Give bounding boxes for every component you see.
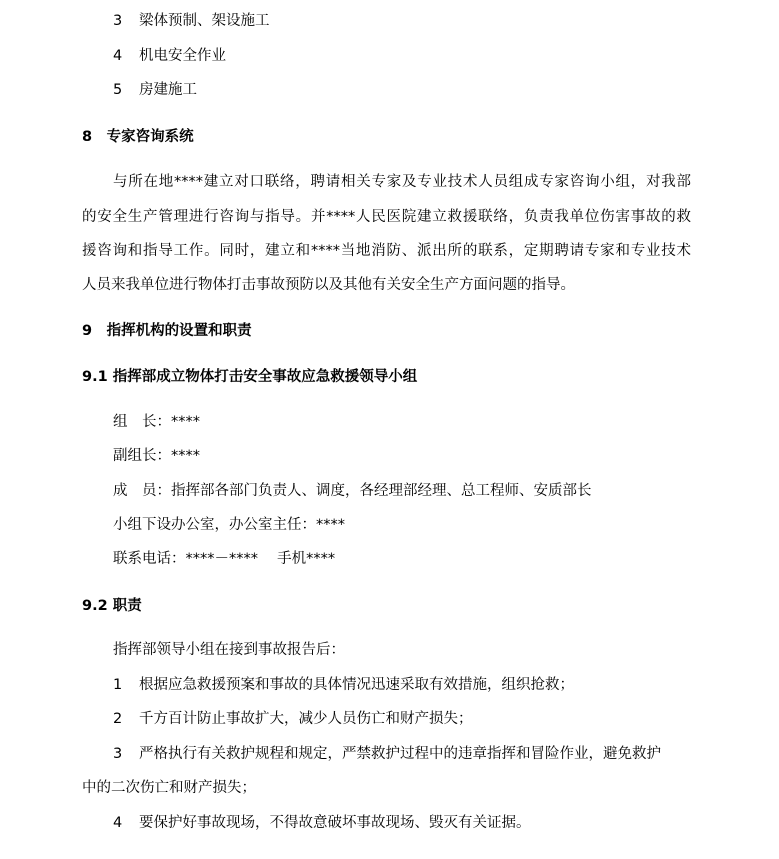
list-text: 梁体预制、架设施工 [139, 13, 270, 29]
section-9-heading: 9 指挥机构的设置和职责 [82, 323, 252, 339]
duty-text: 严格执行有关救护规程和规定，严禁救护过程中的违章指挥和冒险作业，避免救护 [139, 746, 661, 762]
duty-number: 4 [113, 815, 123, 831]
duty-text: 千方百计防止事故扩大，减少人员伤亡和财产损失； [139, 711, 473, 727]
duties-intro: 指挥部领导小组在接到事故报告后： [113, 642, 345, 658]
list-number: 4 [113, 48, 123, 64]
deputy-leader: 副组长：**** [113, 448, 200, 464]
contact-phone: 联系电话：****－**** 手机**** [113, 551, 336, 567]
paragraph-line: 与所在地****建立对口联络，聘请相关专家及专业技术人员组成专家咨询小组，对我部 [113, 174, 691, 190]
duty-text: 要保护好事故现场，不得故意破坏事故现场、毁灭有关证据。 [139, 815, 531, 831]
members: 成 员：指挥部各部门负责人、调度，各经理部经理、总工程师、安质部长 [113, 483, 592, 499]
duty-number: 3 [113, 746, 123, 762]
paragraph-line: 的安全生产管理进行咨询与指导。并****人民医院建立救援联络，负责我单位伤害事故的救 [82, 209, 691, 225]
office-director: 小组下设办公室，办公室主任：**** [113, 517, 345, 533]
list-number: 5 [113, 82, 123, 98]
section-9-2-heading: 9.2 职责 [82, 598, 142, 614]
duty-item [113, 709, 473, 729]
duty-number: 1 [113, 677, 123, 693]
duty-number: 2 [113, 711, 123, 727]
paragraph-line: 援咨询和指导工作。同时，建立和****当地消防、派出所的联系，定期聘请专家和专业技术 [82, 243, 691, 259]
list-item [113, 80, 197, 100]
section-8-heading: 8 专家咨询系统 [82, 129, 194, 145]
duty-continuation: 中的二次伤亡和财产损失； [82, 780, 256, 796]
duty-item [113, 744, 661, 764]
list-item [113, 46, 226, 66]
duty-item [113, 813, 531, 833]
list-item [113, 11, 270, 31]
list-number: 3 [113, 13, 123, 29]
section-9-1-heading: 9.1 指挥部成立物体打击安全事故应急救援领导小组 [82, 369, 418, 385]
paragraph-line: 人员来我单位进行物体打击事故预防以及其他有关安全生产方面问题的指导。 [82, 277, 575, 293]
duty-item [113, 675, 574, 695]
list-text: 机电安全作业 [139, 48, 226, 64]
duty-text: 根据应急救援预案和事故的具体情况迅速采取有效措施，组织抢救； [139, 677, 574, 693]
list-text: 房建施工 [139, 82, 197, 98]
group-leader: 组 长：**** [113, 414, 200, 430]
